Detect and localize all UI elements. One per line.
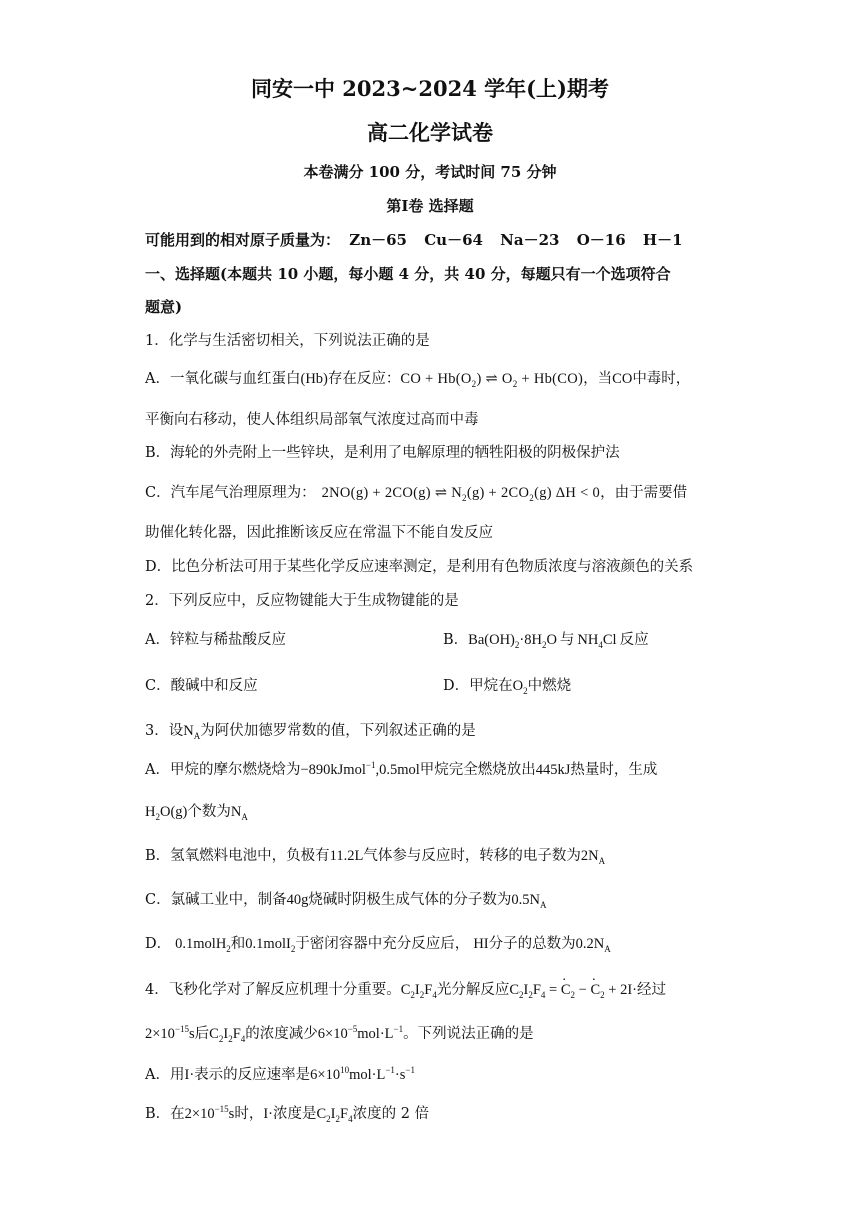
q2-option-b bbox=[443, 630, 649, 650]
q2-stem: 2．下列反应中，反应物键能大于生成物键能的是 bbox=[145, 593, 459, 609]
q3-b-text2: 气体参与反应时，转移的电子数为 bbox=[363, 848, 581, 864]
q4-b-text3: 浓度是 bbox=[273, 1106, 317, 1122]
section-heading-line1: 一、选择题(本题共 10 小题，每小题 4 分，共 40 分，每题只有一个选项符合 bbox=[145, 265, 671, 283]
q2-b-text3: 反应 bbox=[619, 632, 649, 648]
q3-a-text3: 热量时，生成 bbox=[570, 762, 658, 778]
q4-a-text: A．用 bbox=[145, 1067, 185, 1083]
q3-stem bbox=[145, 721, 476, 741]
q3-d-text: D． bbox=[145, 936, 172, 952]
atomic-mass-line bbox=[145, 230, 683, 250]
q1-a-text2: 存在反应： bbox=[327, 371, 401, 387]
q3-option-c bbox=[145, 890, 546, 910]
q2-b-formula1: $Ba(OH)_2\cdot 8H_2O$ bbox=[468, 632, 557, 650]
q4-a-text2: 表示的反应速率是 bbox=[194, 1067, 311, 1083]
q1-option-b: B．海轮的外壳附上一些锌块，是利用了电解原理的牺牲阳极的阴极保护法 bbox=[145, 445, 620, 461]
q3-a-na: $N_A$ bbox=[230, 804, 248, 822]
q4-b-time: $2\times 10^{-15}s$ bbox=[184, 1104, 235, 1122]
q2-b-text2: 与 bbox=[559, 632, 575, 648]
q3-d-h2: 0.1molH$_2$ bbox=[175, 936, 231, 954]
q1-stem: 1．化学与生活密切相关，下列说法正确的是 bbox=[145, 333, 430, 349]
q4-stem-text5: 的浓度减少 bbox=[245, 1026, 318, 1042]
q4-b-formula: $C_2I_2F_4$ bbox=[316, 1106, 353, 1124]
q2-d-o2: $O_2$ bbox=[512, 678, 528, 696]
exam-info: 本卷满分 100 分，考试时间 75 分钟 bbox=[303, 163, 557, 181]
section-heading-line2: 题意) bbox=[145, 298, 183, 316]
q3-option-d bbox=[145, 934, 611, 954]
q1-option-a-line2: 平衡向右移动，使人体组织局部氧气浓度过高而中毒 bbox=[145, 412, 479, 428]
q3-a-heat: 445kJ bbox=[535, 762, 571, 778]
q3-a-text: A．甲烷的摩尔燃烧焓为 bbox=[145, 762, 301, 778]
q4-stem bbox=[145, 980, 666, 1000]
q4-b-text: B．在 bbox=[145, 1106, 185, 1122]
q2-d-text: D．甲烷在 bbox=[443, 678, 513, 694]
q3-c-value: $0.5N_A$ bbox=[511, 892, 547, 910]
q2-b-formula2: $NH_4Cl$ bbox=[577, 632, 617, 650]
atomic-mass-cu: Cu－64 bbox=[424, 231, 483, 249]
q4-time: $2\times 10^{-15}s$ bbox=[145, 1024, 195, 1042]
q4-formula2: $C_2I_2F_4$ bbox=[209, 1026, 246, 1044]
q4-option-b bbox=[145, 1104, 429, 1124]
atomic-mass-zn: Zn－65 bbox=[349, 231, 407, 249]
q1-a-hb: (Hb) bbox=[300, 371, 328, 387]
q4-a-i: I· bbox=[184, 1067, 195, 1083]
q4-stem-line2 bbox=[145, 1024, 534, 1044]
q3-a-h2o: $H_2O(g)$ bbox=[145, 804, 188, 822]
q1-a-equation: CO + $Hb(O_2)$ ⇌ $O_2 + Hb(CO)$ bbox=[400, 371, 584, 389]
q3-na: $N_A$ bbox=[183, 723, 201, 741]
q2-option-c: C．酸碱中和反应 bbox=[145, 678, 258, 694]
q1-option-d: D．比色分析法可用于某些化学反应速率测定，是利用有色物质浓度与溶液颜色的关系 bbox=[145, 559, 694, 575]
q3-stem-text2: 为阿伏加德罗常数的值，下列叙述正确的是 bbox=[200, 723, 476, 739]
q3-d-i2: 0.1molI$_2$ bbox=[245, 936, 296, 954]
q3-a-enthalpy: −890kJmol$^{-1}$,0.5mol bbox=[300, 760, 420, 778]
q4-stem-text4: 后 bbox=[194, 1026, 210, 1042]
q3-option-a bbox=[145, 760, 657, 780]
atomic-mass-label: 可能用到的相对原子质量为： bbox=[145, 231, 341, 249]
q4-b-text4: 浓度的 2 倍 bbox=[352, 1106, 430, 1122]
q3-a-text4: 个数为 bbox=[187, 804, 231, 820]
atomic-mass-o: O－16 bbox=[576, 231, 626, 249]
q3-d-hi: HI bbox=[473, 936, 489, 952]
q4-option-a bbox=[145, 1065, 415, 1085]
q3-b-volume: 11.2L bbox=[329, 848, 364, 864]
q1-option-c bbox=[145, 483, 687, 503]
q2-option-a: A．锌粒与稀盐酸反应 bbox=[145, 632, 286, 648]
q4-stem-text6: 。下列说法正确的是 bbox=[403, 1026, 534, 1042]
q4-b-i: I· bbox=[263, 1106, 273, 1122]
exam-subtitle: 高二化学试卷 bbox=[367, 120, 493, 145]
exam-title: 同安一中 2023~2024 学年(上)期考 bbox=[251, 76, 609, 101]
q3-d-text4: 分子的总数为 bbox=[488, 936, 576, 952]
q3-c-text2: 烧碱时阴极生成气体的分子数为 bbox=[308, 892, 512, 908]
q3-c-mass: 40g bbox=[286, 892, 309, 908]
q3-d-text3: 于密闭容器中充分反应后， bbox=[295, 936, 470, 952]
q4-conc: $6\times 10^{-5}mol\cdot L^{-1}$ bbox=[317, 1024, 404, 1042]
q1-c-equation: 2NO(g) + 2CO(g) ⇌ $N_2(g) + 2CO_2(g) \Delta H < 0$ bbox=[321, 485, 601, 503]
q4-equation: $C_2I_2F_4$ = · $C_2$ − · $C_2 + 2I\cdot$ bbox=[509, 982, 637, 998]
q1-a-text4: 中毒时， bbox=[632, 371, 691, 387]
q3-b-text: B．氢氧燃料电池中，负极有 bbox=[145, 848, 330, 864]
q1-a-co: CO bbox=[612, 371, 633, 387]
q2-option-d bbox=[443, 676, 571, 696]
q4-b-text2: 时， bbox=[234, 1106, 264, 1122]
q4-stem-text2: 光分解反应 bbox=[436, 982, 510, 998]
q3-d-value: $0.2N_A$ bbox=[575, 936, 611, 954]
q1-a-text3: ，当 bbox=[583, 371, 613, 387]
q3-d-text2: 和 bbox=[230, 936, 246, 952]
q4-formula1: $C_2I_2F_4$ bbox=[400, 982, 437, 1000]
part-heading: 第Ⅰ卷 选择题 bbox=[386, 197, 474, 215]
q4-stem-text3: 经过 bbox=[636, 982, 666, 998]
q1-option-a bbox=[145, 369, 690, 389]
q4-a-rate: $6\times 10^{10}mol\cdot L^{-1}\cdot s^{-1}$ bbox=[310, 1065, 415, 1083]
q4-stem-text: 4．飞秒化学对了解反应机理十分重要。 bbox=[145, 982, 401, 998]
atomic-mass-na: Na－23 bbox=[500, 231, 560, 249]
q3-option-b bbox=[145, 846, 605, 866]
q3-a-text2: 甲烷完全燃烧放出 bbox=[419, 762, 536, 778]
q1-c-text: C．汽车尾气治理原理为： bbox=[145, 485, 316, 501]
q1-c-text2: ，由于需要借 bbox=[600, 485, 688, 501]
q2-b-text: B． bbox=[443, 632, 469, 648]
q3-b-value: $2N_A$ bbox=[580, 848, 606, 866]
q3-stem-text: 3．设 bbox=[145, 723, 184, 739]
q3-option-a-line2 bbox=[145, 802, 248, 822]
atomic-mass-h: H－1 bbox=[642, 231, 683, 249]
q3-c-text: C．氯碱工业中，制备 bbox=[145, 892, 287, 908]
q1-option-c-line2: 助催化转化器，因此推断该反应在常温下不能自发反应 bbox=[145, 525, 493, 541]
q2-d-text2: 中燃烧 bbox=[527, 678, 572, 694]
q1-a-text: A．一氧化碳与血红蛋白 bbox=[145, 371, 301, 387]
